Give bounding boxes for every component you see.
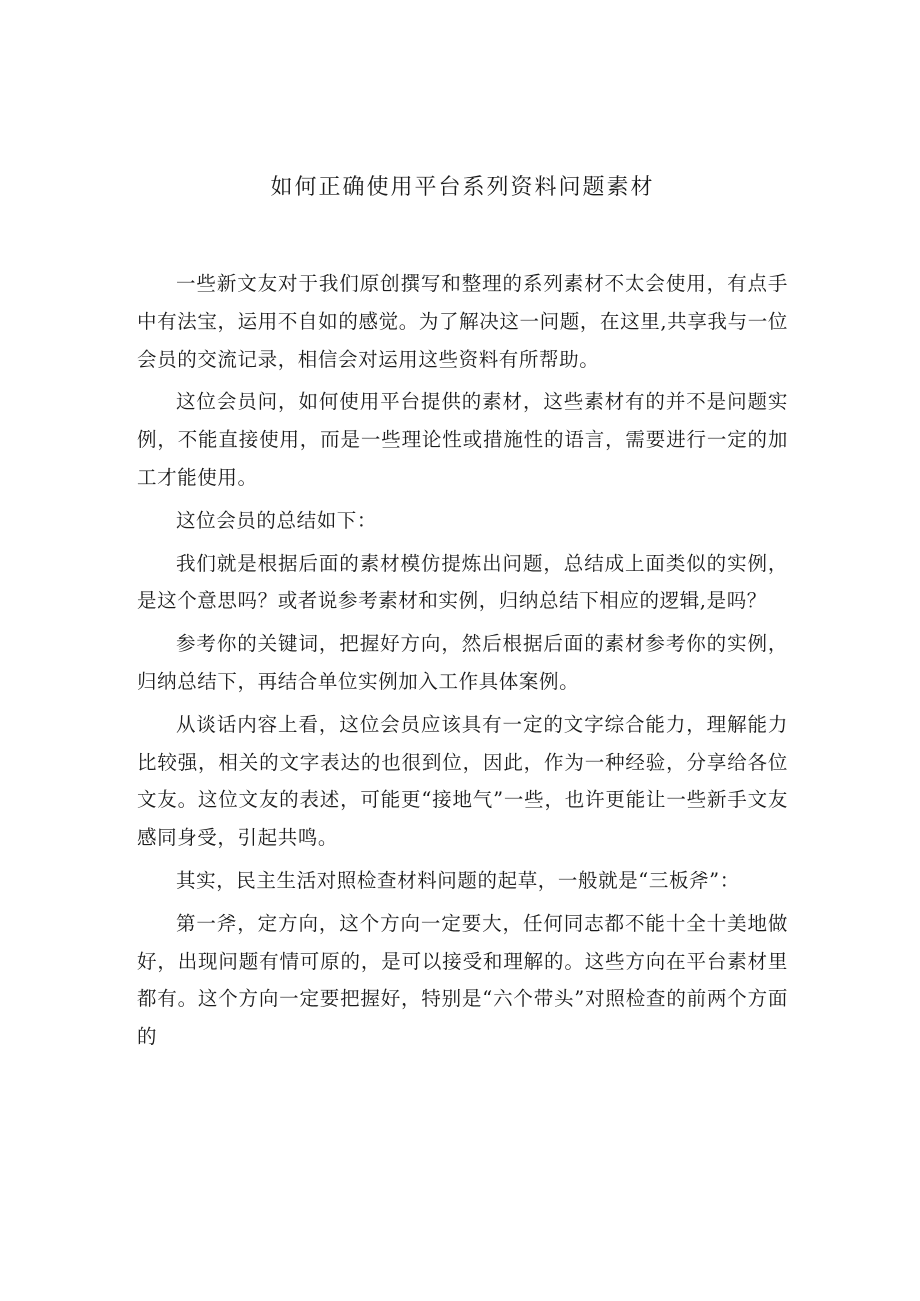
paragraph-6: 从谈话内容上看，这位会员应该具有一定的文字综合能力，理解能力比较强，相关的文字表达的也很到位，因此，作为一种经验，分享给各位文友。这位文友的表述，可能更“接地气”一些，也许更能让一些新手文友感同身受，引起共鸣。: [137, 712, 788, 850]
paragraph-8: 第一斧，定方向，这个方向一定要大，任何同志都不能十全十美地做好，出现问题有情可原的，是可以接受和理解的。这些方向在平台素材里都有。这个方向一定要把握好，特别是“六个带头”对照检查的前两个方面的: [137, 911, 788, 1049]
document-body: [137, 265, 788, 1056]
paragraph-7: 其实，民主生活对照检查材料问题的起草，一般就是“三板斧”：: [176, 868, 740, 892]
paragraph-3: 这位会员的总结如下：: [176, 508, 378, 532]
paragraph-5: 参考你的关键词，把握好方向，然后根据后面的素材参考你的实例，归纳总结下，再结合单位实例加入工作具体案例。: [137, 632, 788, 693]
paragraph-4: 我们就是根据后面的素材模仿提炼出问题，总结成上面类似的实例，是这个意思吗？或者说参考素材和实例，归纳总结下相应的逻辑,是吗？: [137, 551, 788, 613]
paragraph-2: 这位会员问，如何使用平台提供的素材，这些素材有的并不是问题实例，不能直接使用，而是一些理论性或措施性的语言，需要进行一定的加工才能使用。: [137, 390, 788, 489]
document-title: 如何正确使用平台系列资料问题素材: [270, 175, 655, 200]
paragraph-1: 一些新文友对于我们原创撰写和整理的系列素材不太会使用，有点手中有法宝，运用不自如的感觉。为了解决这一问题，在这里,共享我与一位会员的交流记录，相信会对运用这些资料有所帮助。: [137, 272, 788, 371]
